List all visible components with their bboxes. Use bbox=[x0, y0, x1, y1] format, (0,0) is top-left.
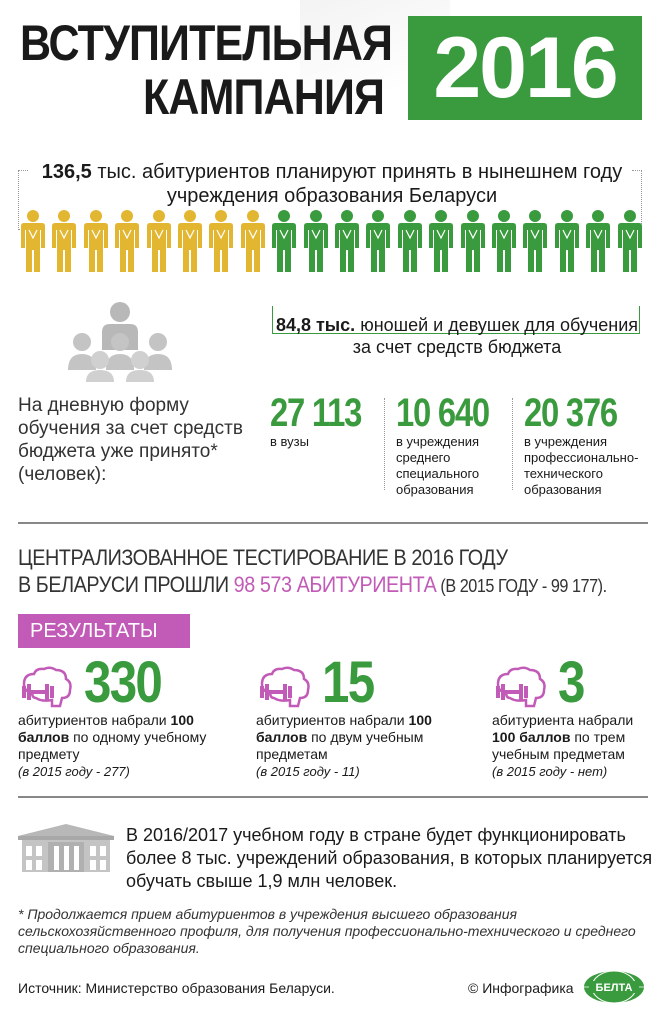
divider bbox=[512, 398, 513, 490]
person-icon-yellow bbox=[238, 210, 268, 274]
stat-number: 20 376 bbox=[524, 391, 617, 435]
result-desc-pre: абитуриента набрали bbox=[492, 712, 634, 728]
daytime-heading: На дневную форму обучения за счет средств бюджета уже принято* (человек): bbox=[18, 395, 243, 485]
title-line-1: ВСТУПИТЕЛЬНАЯ bbox=[20, 15, 393, 71]
result-desc-bold: 100 баллов bbox=[18, 712, 194, 745]
budget-number: 84,8 тыс. bbox=[275, 315, 356, 335]
ct-title-part1: ЦЕНТРАЛИЗОВАННОЕ ТЕСТИРОВАНИЕ В 2016 ГОДУ bbox=[18, 545, 508, 570]
person-icon-green bbox=[363, 210, 393, 274]
stat-secondary bbox=[396, 391, 506, 498]
result-desc bbox=[18, 712, 218, 780]
result-number: 15 bbox=[322, 650, 374, 715]
result-desc-bold: 100 баллов bbox=[492, 729, 571, 745]
belta-logo bbox=[583, 970, 645, 1004]
people-row bbox=[18, 210, 646, 274]
person-icon-yellow bbox=[49, 210, 79, 274]
result-desc-pre: абитуриентов набрали bbox=[18, 712, 171, 728]
ct-highlight: 98 573 АБИТУРИЕНТА bbox=[233, 572, 437, 597]
building-icon bbox=[18, 822, 114, 874]
person-icon-yellow bbox=[175, 210, 205, 274]
result-desc-post: по двум учебным предметам bbox=[256, 729, 424, 762]
person-icon-green bbox=[552, 210, 582, 274]
person-icon-green bbox=[520, 210, 550, 274]
institutions-text: В 2016/2017 учебном году в стране будет функционировать более 8 тыс. учреждений образования, в которых планируется обучать свыше 1,9 млн человек. bbox=[126, 825, 653, 891]
year-badge bbox=[408, 16, 642, 120]
stat-number: 10 640 bbox=[396, 391, 489, 435]
stat-desc: в учреждения среднего специального образования bbox=[396, 434, 480, 497]
person-icon-green bbox=[458, 210, 488, 274]
result-desc-bold: 100 баллов bbox=[256, 712, 432, 745]
stat-vocational bbox=[524, 391, 654, 498]
ct-title bbox=[18, 544, 607, 600]
person-icon-yellow bbox=[18, 210, 48, 274]
person-icon-yellow bbox=[144, 210, 174, 274]
budget-statement bbox=[272, 314, 642, 358]
source: Источник: Министерство образования Беларуси. bbox=[18, 980, 335, 996]
footnote: * Продолжается прием абитуриентов в учреждения высшего образования сельскохозяйственного профиля, для получения профессионально-технического и среднего специального образования. bbox=[18, 906, 636, 956]
person-icon-green bbox=[583, 210, 613, 274]
result-note: (в 2015 году - 11) bbox=[256, 764, 360, 779]
person-icon-green bbox=[269, 210, 299, 274]
result-number: 3 bbox=[558, 650, 584, 715]
year-text: 2016 bbox=[433, 20, 617, 116]
result-desc bbox=[492, 712, 652, 780]
person-icon-green bbox=[332, 210, 362, 274]
budget-text: юношей и девушек для обучения за счет средств бюджета bbox=[352, 315, 639, 357]
group-people-icon bbox=[60, 298, 180, 382]
person-icon-green bbox=[395, 210, 425, 274]
brain-dumbbell-icon bbox=[256, 666, 314, 710]
divider bbox=[384, 398, 385, 490]
section-divider bbox=[18, 522, 648, 524]
person-icon-green bbox=[615, 210, 645, 274]
section-divider bbox=[18, 796, 648, 798]
credit: © Инфографика bbox=[468, 980, 574, 996]
result-note: (в 2015 году - нет) bbox=[492, 764, 608, 779]
person-icon-yellow bbox=[112, 210, 142, 274]
stat-number: 27 113 bbox=[270, 391, 362, 435]
plan-text: тыс. абитуриентов планируют принять в нынешнем году учреждения образования Беларуси bbox=[91, 161, 623, 207]
result-desc-post: по одному учебному предмету bbox=[18, 729, 207, 762]
logo-text: БЕЛТА bbox=[595, 982, 633, 994]
result-desc-post: по трем учебным предметам bbox=[492, 729, 626, 762]
plan-number: 136,5 bbox=[41, 161, 92, 183]
brain-dumbbell-icon bbox=[492, 666, 550, 710]
person-icon-yellow bbox=[81, 210, 111, 274]
brain-dumbbell-icon bbox=[18, 666, 76, 710]
stat-desc: в учреждения профессионально-технического образования bbox=[524, 434, 639, 497]
title-line-2: КАМПАНИЯ bbox=[143, 69, 385, 125]
person-icon-green bbox=[301, 210, 331, 274]
ct-title-part3: (В 2015 ГОДУ - 99 177). bbox=[436, 576, 607, 596]
result-note: (в 2015 году - 277) bbox=[18, 764, 130, 779]
plan-statement bbox=[32, 160, 632, 208]
person-icon-green bbox=[489, 210, 519, 274]
results-badge: РЕЗУЛЬТАТЫ ЦТ: bbox=[18, 614, 190, 648]
stat-universities bbox=[270, 391, 380, 450]
result-number: 330 bbox=[84, 650, 162, 715]
result-desc bbox=[256, 712, 456, 780]
stat-desc: в вузы bbox=[270, 434, 309, 449]
ct-title-part2: В БЕЛАРУСИ ПРОШЛИ bbox=[18, 572, 234, 597]
person-icon-green bbox=[426, 210, 456, 274]
result-desc-pre: абитуриентов набрали bbox=[256, 712, 409, 728]
person-icon-yellow bbox=[206, 210, 236, 274]
